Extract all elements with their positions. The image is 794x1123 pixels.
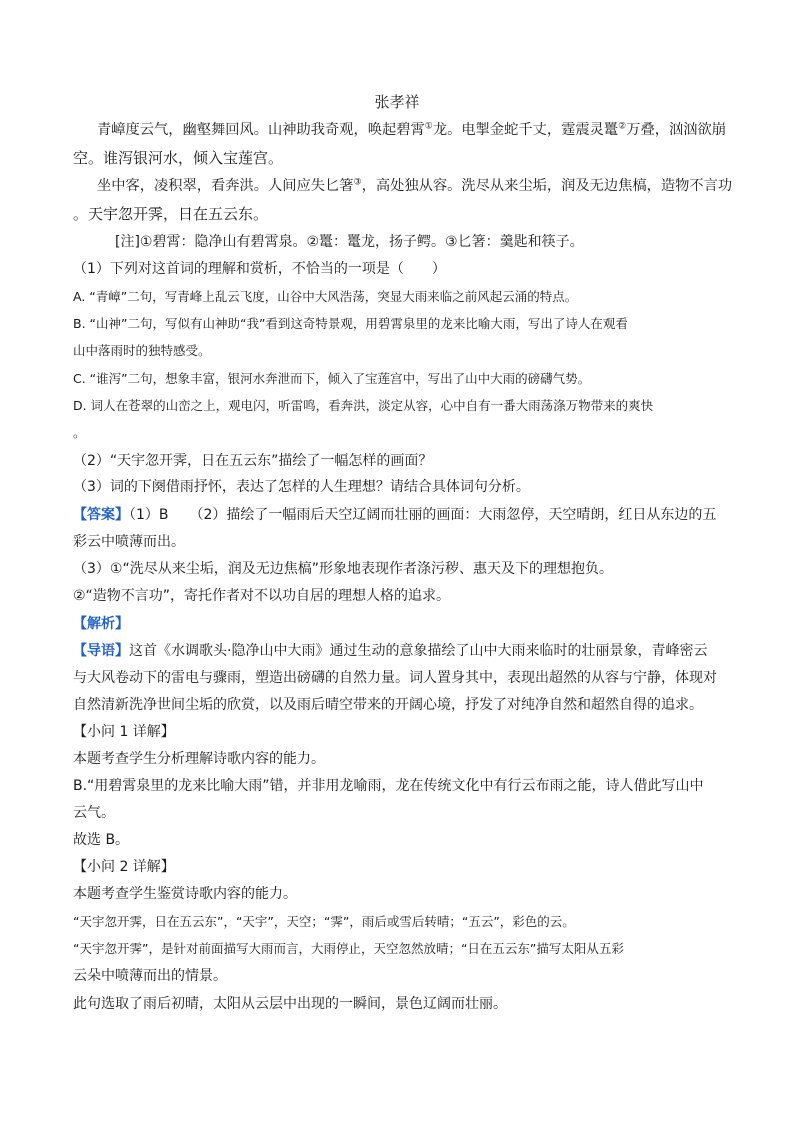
option-a: A. “青嶂”二句，写青峰上乱云飞度，山谷中大风浩荡，突显大雨来临之前风起云涌的特点。 [73, 289, 578, 304]
option-c: C. “谁泻”二句，想象丰富，银河水奔泄而下，倾入了宝莲宫中，写出了山中大雨的磅礴气势。 [73, 371, 591, 386]
section-heading-1: 【小问 1 详解】 [73, 724, 175, 740]
answer-line-4: ②“造物不言功”，寄托作者对不以功自居的理想人格的追求。 [73, 588, 451, 604]
section-2-text-4: 云朵中喷薄而出的情景。 [73, 968, 227, 984]
analysis-label: 【解析】 [73, 616, 129, 632]
question-1: （1）下列对这首词的理解和赏析，不恰当的一项是（ ） [73, 261, 446, 277]
section-heading-2: 【小问 2 详解】 [73, 859, 175, 875]
poem-line-1: 青嶂度云气，幽壑舞回风。山神助我奇观，唤起碧霄①龙。电掣金蛇千丈，霆震灵鼍②万叠，汹汹欲崩 [97, 121, 726, 138]
poem-notes: [注]①碧霄：隐净山有碧霄泉。②鼍：鼍龙，扬子鳄。③匕箸：羹匙和筷子。 [115, 234, 584, 250]
section-1-text-3: 云气。 [73, 805, 115, 821]
poem-author-title: 张孝祥 [374, 93, 420, 111]
answer-label: 【答案】 [73, 507, 129, 523]
question-3: （3）词的下阕借雨抒怀，表达了怎样的人生理想？请结合具体词句分析。 [73, 479, 530, 495]
poem-line-4: 。天宇忽开霁，日在五云东。 [73, 205, 269, 223]
answer-line-2: 彩云中喷薄而出。 [73, 534, 185, 550]
guide-line-2: 与大风卷动下的雷电与骤雨，塑造出磅礴的自然力量。词人置身其中，表现出超然的从容与宁静，体现对 [73, 670, 717, 686]
option-d-line-2: 。 [73, 425, 86, 440]
section-2-text-2: “天宇忽开霁，日在五云东”，“天宇”，天空；“霁”，雨后或雪后转晴；“五云”，彩色的云。 [73, 914, 575, 929]
section-1-text-2: B.“用碧霄泉里的龙来比喻大雨”错，并非用龙喻雨，龙在传统文化中有行云布雨之能，诗人借此写山中 [73, 778, 704, 794]
poem-line-2: 空。谁泻银河水，倾入宝莲宫。 [73, 149, 284, 167]
poem-line-3: 坐中客，凌积翠，看奔洪。人间应失匕箸③，高处独从容。洗尽从来尘垢，润及无边焦槁，造物不言功 [97, 177, 733, 194]
guide-line-3: 自然清新洗净世间尘垢的欣赏，以及雨后晴空带来的开阔心境，抒发了对纯净自然和超然自得的追求。 [73, 697, 703, 713]
section-2-text-3: “天宇忽开霁”，是针对前面描写大雨而言，大雨停止，天空忽然放晴；“日在五云东”描写太阳从五彩 [73, 941, 624, 956]
guide-label: 【导语】 [73, 643, 129, 659]
section-1-text-1: 本题考查学生分析理解诗歌内容的能力。 [73, 751, 325, 767]
section-1-text-4: 故选 B。 [73, 832, 130, 848]
answer-line-1: 【答案】（1）B （2）描绘了一幅雨后天空辽阔而壮丽的画面：大雨忽停，天空晴朗，红日从东边的五 [73, 507, 717, 523]
question-2: （2）“天宇忽开霁，日在五云东”描绘了一幅怎样的画面？ [73, 453, 433, 469]
option-d-line-1: D. 词人在苍翠的山峦之上，观电闪，听雷鸣，看奔洪，淡定从容，心中自有一番大雨荡涤万物带来的爽快 [73, 398, 654, 413]
option-b-line-1: B. “山神”二句，写似有山神助“我”看到这奇特景观，用碧霄泉里的龙来比喻大雨，写出了诗人在观看 [73, 316, 628, 331]
section-2-text-5: 此句选取了雨后初晴，太阳从云层中出现的一瞬间，景色辽阔而壮丽。 [73, 996, 507, 1012]
guide-line-1: 【导语】这首《水调歌头·隐净山中大雨》通过生动的意象描绘了山中大雨来临时的壮丽景象，青峰密云 [73, 643, 708, 659]
option-b-line-2: 山中落雨时的独特感受。 [73, 343, 211, 358]
section-2-text-1: 本题考查学生鉴赏诗歌内容的能力。 [73, 886, 297, 902]
answer-line-3: （3）①“洗尽从来尘垢，润及无边焦槁”形象地表现作者涤污秽、惠天及下的理想抱负。 [73, 561, 613, 577]
